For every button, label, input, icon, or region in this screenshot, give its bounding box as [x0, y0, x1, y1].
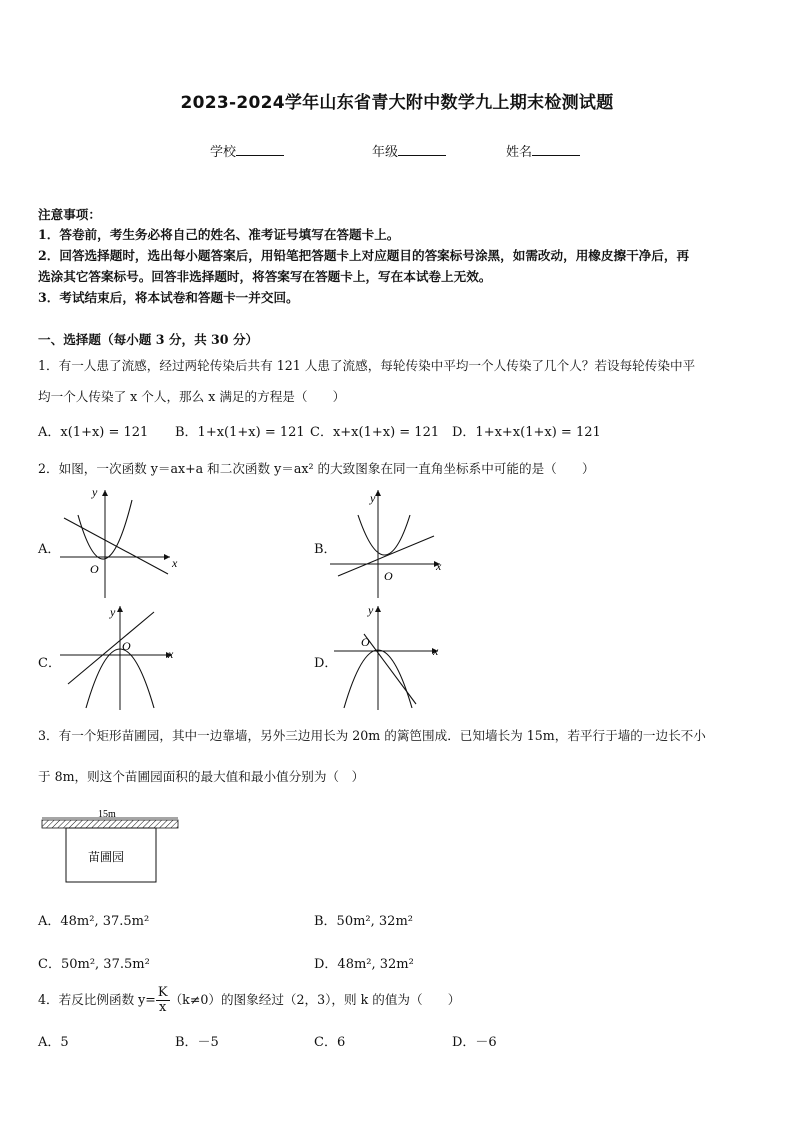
- grade-field: [372, 141, 446, 160]
- q1-option-b: B．1+x(1+x) = 121: [175, 425, 305, 440]
- origin-label: O: [384, 569, 393, 583]
- q3-line-1: 3．有一个矩形苗圃园，其中一边靠墙，另外三边用长为 20m 的篱笆围成．已知墙长为 15m，若平行于墙的一边长不小: [38, 728, 706, 743]
- q4-fraction: [156, 986, 170, 1015]
- axis-y-label: y: [110, 605, 116, 619]
- q2-stem: 2．如图，一次函数 y＝ax+a 和二次函数 y＝ax² 的大致图象在同一直角坐标系中可能的是（ ）: [38, 461, 595, 476]
- notice-item-2a: 2．回答选择题时，选出每小题答案后，用铅笔把答题卡上对应题目的答案标号涂黑，如需改动，用橡皮擦干净后，再: [38, 248, 690, 263]
- q2-label-d: D．: [314, 656, 338, 671]
- q2-graph-b: [330, 480, 460, 600]
- axis-y-label: y: [92, 485, 98, 499]
- school-blank: [236, 143, 284, 156]
- wall-length-label: 15m: [98, 809, 116, 820]
- notice-item-2b: 选涂其它答案标号。回答非选择题时，将答案写在答题卡上，写在本试卷上无效。: [38, 269, 492, 284]
- name-label: 姓名: [506, 145, 533, 160]
- q2-label-c: C．: [38, 656, 61, 671]
- q1-line-1: 1．有一人患了流感，经过两轮传染后共有 121 人患了流感，每轮传染中平均一个人传染了几个人？若设每轮传染中平: [38, 358, 696, 373]
- page-title: 2023-2024学年山东省青大附中数学九上期末检测试题: [180, 93, 614, 113]
- grade-label: 年级: [372, 145, 399, 160]
- q2-label-b: B．: [314, 542, 337, 557]
- notice-item-3: 3．考试结束后，将本试卷和答题卡一并交回。: [38, 290, 299, 305]
- q2-graph-a: [60, 480, 190, 600]
- wall: [42, 820, 178, 828]
- q2-graph-d: [334, 600, 464, 712]
- section-heading: 一、选择题（每小题 3 分，共 30 分）: [38, 332, 259, 347]
- q3-line-2: 于 8m，则这个苗圃园面积的最大值和最小值分别为（ ）: [38, 769, 365, 784]
- q4-option-d: D．－6: [452, 1035, 497, 1050]
- garden-label: 苗圃园: [88, 850, 125, 864]
- q4-denominator: x: [159, 1000, 167, 1015]
- grade-blank: [398, 143, 446, 156]
- axis-x-label: x: [436, 559, 442, 573]
- q3-option-b: B．50m², 32m²: [314, 914, 413, 929]
- origin-label: O: [122, 639, 131, 653]
- axis-x-label: x: [172, 556, 178, 570]
- school-label: 学校: [210, 145, 237, 160]
- q1-line-2: 均一个人传染了 x 个人，那么 x 满足的方程是（ ）: [38, 389, 346, 404]
- axis-x-label: x: [168, 647, 174, 661]
- q4-suffix: （k≠0）的图象经过（2，3），则 k 的值为（ ）: [169, 992, 461, 1007]
- q3-option-d: D．48m², 32m²: [314, 957, 414, 972]
- notice-heading: 注意事项：: [38, 207, 101, 222]
- school-field: [210, 141, 284, 160]
- q2-label-a: A．: [38, 542, 61, 557]
- name-field: [506, 141, 580, 160]
- q4-option-a: A．5: [38, 1035, 69, 1050]
- q1-option-a: A．x(1+x) = 121: [38, 425, 149, 440]
- q4-stem: [38, 986, 460, 1015]
- q4-prefix: 4．若反比例函数 y=: [38, 992, 156, 1007]
- name-blank: [532, 143, 580, 156]
- axis-y-label: y: [368, 603, 374, 617]
- q4-option-b: B．－5: [175, 1035, 219, 1050]
- origin-label: O: [90, 562, 99, 576]
- q3-option-a: A．48m², 37.5m²: [38, 914, 150, 929]
- q1-option-d: D．1+x+x(1+x) = 121: [452, 425, 601, 440]
- q3-figure: [36, 804, 186, 886]
- q3-option-c: C．50m², 37.5m²: [38, 957, 150, 972]
- q4-numerator: K: [157, 985, 168, 1000]
- axis-x-label: x: [433, 644, 439, 658]
- axis-y-label: y: [370, 491, 376, 505]
- origin-label: O: [361, 635, 370, 649]
- notice-item-1: 1．答卷前，考生务必将自己的姓名、准考证号填写在答题卡上。: [38, 227, 400, 242]
- q1-option-c: C．x+x(1+x) = 121: [310, 425, 440, 440]
- q4-option-c: C．6: [314, 1035, 346, 1050]
- q2-graph-c: [60, 600, 190, 712]
